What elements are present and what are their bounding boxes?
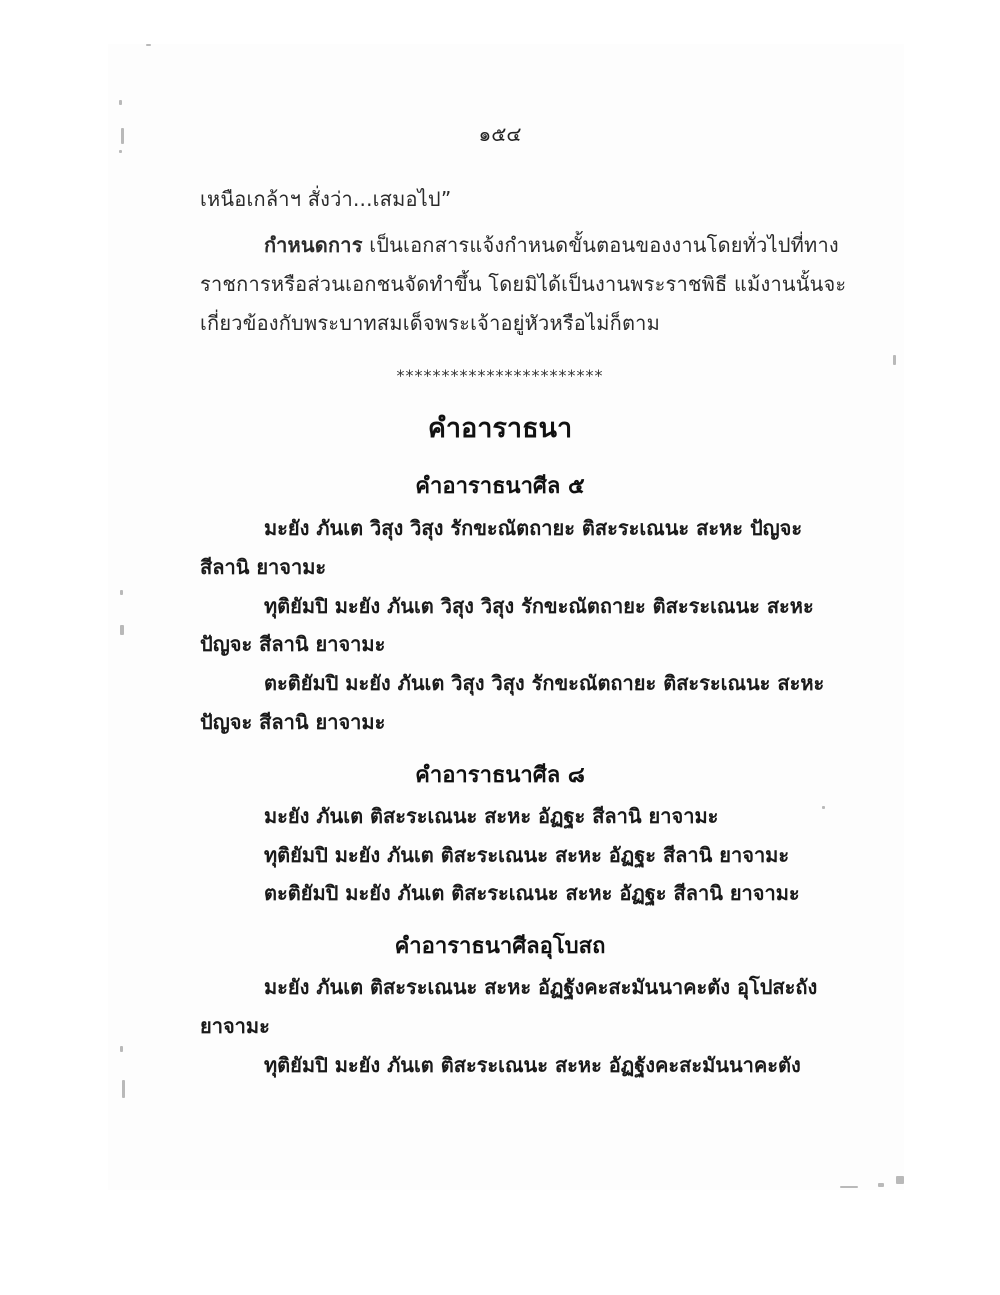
sila5-line-3: ทุติยัมปิ มะยัง ภันเต วิสุง วิสุง รักขะณัตถายะ ติสะระเณนะ สะหะ bbox=[264, 594, 814, 618]
sila5-line-5: ตะติยัมปิ มะยัง ภันเต วิสุง วิสุง รักขะณัตถายะ ติสะระเณนะ สะหะ bbox=[264, 671, 825, 695]
heading-sila-8: คำอาราธนาศีล ๘ bbox=[415, 763, 585, 788]
heading-uposatha: คำอาราธนาศีลอุโบสถ bbox=[394, 934, 606, 959]
sila5-line-2: สีลานิ ยาจามะ bbox=[200, 555, 327, 579]
uposatha-line-3: ทุติยัมปิ มะยัง ภันเต ติสะระเณนะ สะหะ อัฏฐังคะสะมันนาคะตัง bbox=[264, 1053, 801, 1077]
uposatha-line-2: ยาจามะ bbox=[200, 1014, 270, 1038]
intro-line-2 bbox=[264, 229, 839, 261]
heading-sila-5: คำอาราธนาศีล ๕ bbox=[415, 474, 585, 499]
intro-line-4: เกี่ยวข้องกับพระบาทสมเด็จพระเจ้าอยู่หัวหรือไม่ก็ตาม bbox=[200, 311, 660, 335]
main-heading: คำอาราธนา bbox=[427, 413, 573, 444]
sila8-line-3: ตะติยัมปิ มะยัง ภันเต ติสะระเณนะ สะหะ อัฏฐะ สีลานิ ยาจามะ bbox=[264, 881, 800, 905]
term-kamnotkan: กำหนดการ bbox=[264, 233, 363, 257]
intro-line-3: ราชการหรือส่วนเอกชนจัดทำขึ้น โดยมิได้เป็นงานพระราชพิธี แม้งานนั้นจะ bbox=[200, 272, 847, 296]
separator-stars: *********************** bbox=[396, 366, 604, 385]
sila5-line-4: ปัญจะ สีลานิ ยาจามะ bbox=[200, 632, 386, 656]
sila5-line-1: มะยัง ภันเต วิสุง วิสุง รักขะณัตถายะ ติสะระเณนะ สะหะ ปัญจะ bbox=[264, 516, 803, 540]
page-number: ๑๕๔ bbox=[478, 122, 522, 146]
sila5-line-6: ปัญจะ สีลานิ ยาจามะ bbox=[200, 710, 386, 734]
intro-line-1: เหนือเกล้าฯ สั่งว่า...เสมอไป” bbox=[200, 187, 452, 211]
sila8-line-2: ทุติยัมปิ มะยัง ภันเต ติสะระเณนะ สะหะ อัฏฐะ สีลานิ ยาจามะ bbox=[264, 843, 790, 867]
sila8-line-1: มะยัง ภันเต ติสะระเณนะ สะหะ อัฏฐะ สีลานิ ยาจามะ bbox=[264, 804, 719, 828]
intro-line-2-rest: เป็นเอกสารแจ้งกำหนดขั้นตอนของงานโดยทั่วไปที่ทาง bbox=[362, 233, 839, 257]
uposatha-line-1: มะยัง ภันเต ติสะระเณนะ สะหะ อัฏฐังคะสะมันนาคะตัง อุโปสะถัง bbox=[264, 975, 818, 999]
